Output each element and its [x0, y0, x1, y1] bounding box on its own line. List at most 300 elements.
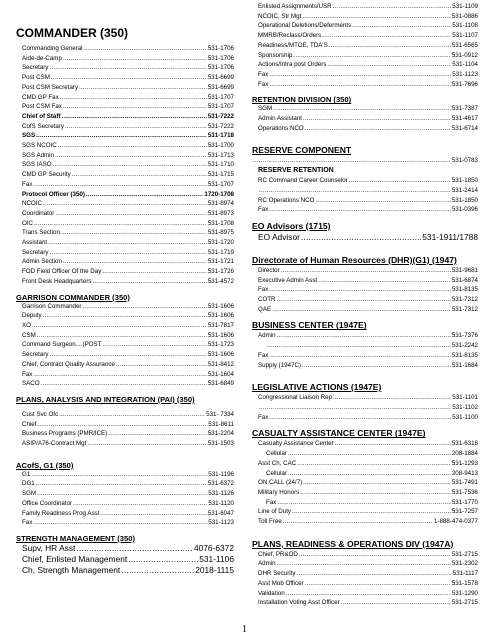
entry-label: XO — [22, 321, 31, 329]
dot-leader — [269, 80, 451, 90]
directory-entry — [16, 479, 234, 489]
entry-label: SGM — [258, 105, 273, 113]
entry-phone: 531-1706 — [207, 54, 234, 62]
dot-leader — [41, 379, 207, 389]
entry-phone: 531-1109 — [452, 3, 478, 10]
dot-leader — [36, 479, 207, 489]
dot-leader — [49, 63, 206, 73]
entry-phone: 531-1196 — [208, 470, 234, 478]
entry-label: CMD GP Fax — [22, 93, 59, 101]
dot-leader — [333, 2, 452, 12]
entry-label: Assistant — [22, 239, 48, 247]
directory-entry — [252, 295, 478, 305]
dot-leader — [102, 267, 207, 277]
dot-leader — [281, 266, 451, 276]
directory-entry — [252, 104, 478, 114]
dot-leader — [51, 73, 207, 83]
dot-leader — [76, 543, 193, 554]
entry-phone: 531-1723 — [207, 341, 234, 349]
entry-label: Secretary — [22, 248, 49, 256]
directory-entry — [16, 170, 234, 180]
dot-leader — [55, 151, 207, 161]
entry-label: Post CSM Secretary — [22, 83, 79, 91]
directory-entry — [252, 589, 478, 599]
directory-entry — [252, 2, 478, 12]
entry-label: SGM — [22, 490, 37, 498]
entry-label: DHR Security — [258, 570, 296, 578]
dot-leader — [60, 93, 207, 103]
entry-phone: 531-1606 — [207, 331, 234, 339]
dot-leader — [31, 470, 207, 480]
entry-label: ON CALL (24/7) — [258, 479, 303, 487]
entry-phone: 531-0396 — [451, 206, 478, 214]
entry-label: Commanding General — [22, 45, 83, 52]
entry-phone: 531-1100 — [452, 413, 478, 421]
entry-label: Ch, Strength Management — [22, 564, 121, 575]
spacer — [252, 133, 478, 139]
entry-phone: 531-8135 — [451, 286, 478, 294]
entry-label: Chief — [22, 420, 37, 428]
entry-phone: 531-2715 — [451, 550, 478, 558]
directory-entry — [16, 63, 234, 73]
dot-leader — [33, 370, 207, 380]
entry-phone: 531-2414 — [451, 186, 478, 194]
entry-label: Installation Voting Asst Officer — [258, 599, 340, 607]
dot-leader — [83, 302, 207, 312]
dot-leader — [102, 340, 206, 350]
dot-leader — [292, 507, 451, 517]
entry-label: Executive Admin Asst — [258, 276, 318, 284]
entry-phone: 531-1850 — [451, 177, 478, 185]
entry-phone: 531-1106 — [199, 553, 234, 564]
entry-phone: 531-7376 — [451, 332, 478, 340]
spacer — [16, 449, 234, 455]
section-heading: LEGISLATIVE ACTIONS (1947E) — [252, 382, 382, 393]
entry-label: Operational Deletions/Deferments — [258, 22, 352, 30]
directory-entry — [16, 321, 234, 331]
section-heading: STRENGTH MANAGEMENT (350) — [16, 533, 135, 543]
entry-label: Cellular — [266, 469, 287, 477]
entry-phone: 4076-6372 — [193, 542, 234, 553]
dot-leader — [121, 565, 194, 576]
entry-label: Toll Free — [258, 518, 282, 526]
directory-entry — [16, 543, 234, 554]
entry-phone: 531-1713 — [207, 151, 234, 159]
dot-leader — [43, 199, 207, 209]
entry-phone: 531-1850 — [451, 196, 478, 204]
entry-phone: 531-7312 — [451, 296, 478, 304]
entry-label: DG1 — [22, 480, 35, 488]
entry-phone: 531-1578 — [451, 579, 478, 587]
entry-label: Enlisted Assignments/USR — [258, 3, 332, 10]
directory-entry — [16, 112, 234, 122]
entry-phone: 531-1715 — [207, 171, 234, 179]
dot-leader — [36, 131, 207, 141]
section-heading: GARRISON COMMANDER (350) — [16, 292, 130, 302]
dot-leader — [79, 83, 207, 93]
directory-entry — [16, 238, 234, 248]
dot-leader — [116, 360, 207, 370]
entry-label: Readiness/MTOE, TDA'S — [258, 41, 328, 49]
entry-phone: 531-8412 — [207, 360, 234, 368]
dot-leader — [283, 517, 433, 527]
entry-label: Casualty Assistance Center — [258, 440, 334, 448]
entry-label: SGS Admin — [22, 151, 54, 159]
entry-label: Business Programs (PMR/ICE) — [22, 430, 108, 438]
entry-phone: 531-1604 — [207, 370, 234, 378]
entry-phone: 531-0912 — [451, 51, 478, 59]
directory-entry — [252, 285, 478, 295]
directory-entry — [252, 559, 478, 569]
dot-leader — [73, 499, 207, 509]
section-heading: Directorate of Human Resources (DHR)(G1) (1947) — [252, 254, 457, 265]
dot-leader — [48, 238, 207, 248]
entry-label: RC Operations NCO — [258, 196, 315, 204]
entry-label: SACO — [22, 380, 40, 388]
directory-entry — [16, 277, 234, 287]
directory-entry — [252, 41, 478, 51]
dot-leader — [305, 124, 451, 134]
directory-entry — [16, 331, 234, 341]
dot-leader — [49, 350, 206, 360]
entry-label: RC Command Career Counselor — [258, 177, 348, 185]
directory-entry — [16, 199, 234, 209]
directory-entry — [252, 60, 478, 70]
dot-leader — [37, 331, 207, 341]
directory-entry — [252, 232, 478, 243]
entry-label: Chief, Contract Quality Assurance — [22, 360, 115, 368]
entry-phone: 531-1290 — [451, 589, 478, 597]
dot-leader — [269, 205, 451, 215]
entry-label: Coordinator — [22, 209, 55, 217]
dot-leader — [55, 209, 207, 219]
entry-phone: 531-1117 — [452, 570, 478, 578]
entry-phone: 531-1700 — [207, 142, 234, 150]
spacer — [252, 527, 478, 533]
entry-phone: 531-7257 — [451, 508, 478, 516]
entry-label: Secretary — [22, 351, 49, 359]
dot-leader — [303, 478, 451, 488]
spacer — [252, 370, 478, 376]
directory-entry — [16, 93, 234, 103]
directory-entry — [252, 176, 478, 186]
entry-phone: 531-8974 — [207, 200, 234, 208]
entry-label: Fax — [258, 80, 269, 88]
entry-phone: 2018-1115 — [195, 564, 234, 575]
directory-entry — [252, 550, 478, 560]
entry-label: QAE — [258, 305, 272, 313]
entry-label: OIC — [22, 219, 34, 227]
entry-phone: 531-1708 — [207, 219, 234, 227]
directory-entry — [252, 439, 478, 449]
entry-phone: 531-2204 — [207, 430, 234, 438]
directory-entry — [16, 160, 234, 170]
directory-entry — [252, 196, 478, 206]
directory-entry — [16, 439, 234, 449]
entry-phone: 531-1720 — [207, 239, 234, 247]
dot-leader — [59, 410, 205, 420]
dot-leader — [302, 12, 451, 22]
entry-phone: 208-9413 — [451, 469, 478, 477]
entry-phone: 531-1503 — [207, 440, 234, 448]
entry-phone: 531-1721 — [207, 258, 234, 266]
entry-label: Chief of Staff — [22, 112, 61, 120]
directory-entry — [16, 489, 234, 499]
directory-entry — [16, 370, 234, 380]
directory-entry — [252, 31, 478, 41]
right-column — [252, 2, 478, 608]
entry-phone: 531-8611 — [208, 420, 234, 428]
dot-leader — [253, 156, 451, 166]
sub-heading: RESERVE RETENTION — [258, 167, 334, 175]
entry-phone: 531-1126 — [208, 490, 234, 498]
directory-entry — [16, 102, 234, 112]
entry-phone: 531-8975 — [207, 229, 234, 237]
dot-leader — [58, 141, 207, 151]
directory-entry — [252, 80, 478, 90]
entry-label: NCOIC — [22, 200, 42, 208]
dot-leader — [300, 488, 451, 498]
dot-leader — [329, 41, 451, 51]
directory-entry — [16, 248, 234, 258]
entry-phone: 531-7387 — [451, 105, 478, 113]
directory-entry — [16, 73, 234, 83]
dot-leader — [303, 114, 451, 124]
dot-leader — [322, 31, 451, 41]
dot-leader — [269, 285, 451, 295]
entry-phone: 531-6699 — [207, 83, 234, 91]
entry-phone: 531-7491 — [451, 479, 478, 487]
entry-label: Admin Section — [22, 258, 62, 266]
entry-phone: 531-8135 — [451, 351, 478, 359]
entry-phone: 531-6372 — [207, 480, 234, 488]
entry-phone: 531-4572 — [207, 277, 234, 285]
directory-entry — [252, 124, 478, 134]
directory-entry — [16, 122, 234, 132]
entry-phone: 531-1123 — [208, 519, 234, 527]
entry-label: CSM — [22, 331, 36, 339]
entry-label: ASIP/A76-Contract Mgt — [22, 440, 87, 448]
directory-entry — [16, 429, 234, 439]
entry-label: NCOIC, Str Mgt — [258, 12, 302, 20]
directory-entry — [16, 54, 234, 64]
entry-phone: 531-1706 — [207, 45, 234, 52]
section-heading: ACofS, G1 (350) — [16, 460, 74, 470]
dot-leader — [269, 351, 451, 361]
directory-entry — [252, 517, 478, 527]
entry-phone: 531-1710 — [207, 161, 234, 169]
directory-entry — [16, 499, 234, 509]
dot-leader — [32, 321, 207, 331]
directory-entry — [16, 209, 234, 219]
entry-label: Military Honors — [258, 488, 300, 496]
directory-entry — [252, 598, 478, 608]
directory-entry — [252, 413, 478, 423]
dot-leader — [297, 459, 451, 469]
entry-phone: 531-1911/1788 — [422, 231, 478, 242]
entry-label: Post CSM — [22, 74, 50, 82]
entry-phone: 531-1726 — [207, 268, 234, 276]
directory-entry — [16, 257, 234, 267]
directory-entry — [252, 21, 478, 31]
entry-phone: 531-1707 — [207, 103, 234, 111]
dot-leader — [62, 112, 207, 122]
entry-phone: 531-6849 — [207, 380, 234, 388]
section-heading: EO Advisors (1715) — [252, 220, 331, 231]
entry-phone: 531-1108 — [452, 22, 478, 30]
dot-leader — [315, 196, 450, 206]
entry-phone: 531-7222 — [207, 122, 234, 130]
entry-phone: 531-1101 — [452, 394, 478, 402]
entry-phone: 531-1123 — [452, 70, 478, 78]
directory-entry — [16, 311, 234, 321]
entry-label: Fax — [22, 180, 33, 188]
entry-label: Actions/Intra post Orders — [258, 61, 327, 69]
entry-label: Director — [258, 266, 280, 274]
directory-entry — [16, 565, 234, 576]
directory-entry — [16, 410, 234, 420]
dot-leader — [341, 598, 451, 608]
entry-label: Asst Mob Officer — [258, 579, 304, 587]
dot-leader — [100, 509, 206, 519]
dot-leader — [301, 232, 421, 243]
dot-leader — [277, 498, 451, 508]
dot-leader — [267, 341, 451, 351]
page-number: 1 — [242, 624, 247, 635]
entry-phone: 531-1120 — [208, 499, 234, 507]
entry-label: Cust Svc Ofc — [22, 410, 59, 418]
dot-leader — [49, 248, 206, 258]
directory-entry — [16, 379, 234, 389]
directory-entry — [16, 190, 234, 200]
entry-label: Operations NCO — [258, 124, 304, 132]
entry-phone: 531-1606 — [207, 312, 234, 320]
entry-label: MMRB/Reclass/Orders — [258, 32, 322, 40]
directory-entry — [252, 403, 478, 413]
entry-phone: 208-1884 — [451, 450, 478, 458]
entry-label: Fax — [266, 498, 277, 506]
section-heading: PLANS, READINESS & OPERATIONS DIV (1947A) — [252, 538, 454, 549]
directory-entry — [252, 351, 478, 361]
entry-label: Chief, PR&OD — [258, 550, 298, 558]
entry-phone: 1-888-474-0377 — [433, 518, 478, 526]
entry-label: Sponsorship — [258, 51, 293, 59]
directory-entry — [252, 361, 478, 371]
directory-entry — [252, 579, 478, 589]
directory-entry — [252, 70, 478, 80]
entry-phone: 531-1102 — [452, 403, 478, 411]
entry-label: Fax — [258, 206, 269, 214]
dot-leader — [61, 228, 207, 238]
entry-label: Family Readiness Prog Asst — [22, 509, 100, 517]
dot-leader — [305, 579, 451, 589]
dot-leader — [43, 311, 207, 321]
directory-entry — [16, 470, 234, 480]
entry-phone: 531-6316 — [451, 440, 478, 448]
dot-leader — [349, 176, 451, 186]
entry-phone: 531-1293 — [451, 459, 478, 467]
entry-label: Fax — [258, 70, 269, 78]
dot-leader — [33, 518, 207, 528]
dot-leader — [288, 469, 451, 479]
dot-leader — [277, 559, 451, 569]
entry-phone: 531-6714 — [451, 124, 478, 132]
directory-entry — [252, 449, 478, 459]
directory-entry — [16, 219, 234, 229]
dot-leader — [273, 104, 451, 114]
entry-phone: 531-8973 — [207, 209, 234, 217]
dot-leader — [53, 160, 207, 170]
entry-label: Validation — [258, 589, 285, 597]
directory-entry — [252, 205, 478, 215]
entry-label: Admin Assistant — [258, 115, 303, 123]
entry-phone: 531-1707 — [207, 93, 234, 101]
directory-entry — [252, 51, 478, 61]
entry-label: Supv, HR Asst — [22, 542, 76, 553]
entry-phone: 531-1606 — [207, 351, 234, 359]
directory-entry — [252, 266, 478, 276]
dot-leader — [277, 331, 451, 341]
entry-label: Line of Duty — [258, 508, 292, 516]
dot-leader — [259, 186, 451, 196]
dot-leader — [33, 180, 207, 190]
section-heading: RESERVE COMPONENT — [252, 145, 352, 156]
directory-entry — [252, 276, 478, 286]
dot-leader — [65, 122, 207, 132]
dot-leader — [302, 361, 451, 371]
directory-entry — [252, 498, 478, 508]
entry-phone: 531-7222 — [207, 112, 234, 120]
directory-entry — [16, 180, 234, 190]
entry-label: Protocol Officer (350) — [22, 190, 85, 198]
dot-leader — [272, 305, 451, 315]
entry-phone: 531-4617 — [451, 115, 478, 123]
entry-label: Aide-de-Camp — [22, 54, 62, 62]
entry-phone: 531-6565 — [451, 41, 478, 49]
entry-label: Fax — [258, 286, 269, 294]
entry-phone: 531-1707 — [207, 180, 234, 188]
entry-label: EO Advisor — [258, 231, 300, 242]
directory-entry — [252, 12, 478, 22]
dot-leader — [259, 403, 451, 413]
entry-phone: 531-6047 — [207, 509, 234, 517]
entry-phone: 531-7817 — [207, 321, 234, 329]
section-heading: CASUALTY ASSISTANCE CENTER (1947E) — [252, 428, 426, 439]
entry-label: Chief, Enlisted Management — [22, 553, 128, 564]
directory-entry — [252, 186, 478, 196]
entry-label: Fax — [22, 370, 33, 378]
entry-label: Office Coordinator — [22, 499, 73, 507]
directory-entry — [16, 302, 234, 312]
entry-label: Congressional Liaison Rep — [258, 394, 332, 402]
directory-entry — [252, 305, 478, 315]
entry-label: FOD Field Officer Of the Day — [22, 268, 102, 276]
directory-entry — [16, 151, 234, 161]
directory-entry — [16, 267, 234, 277]
dot-leader — [92, 277, 206, 287]
dot-leader — [288, 449, 451, 459]
entry-phone: 1720-1708 — [204, 190, 234, 198]
directory-entry — [16, 83, 234, 93]
entry-phone: 531-7312 — [451, 305, 478, 313]
entry-label: CofS Secretary — [22, 122, 64, 130]
dot-leader — [277, 295, 451, 305]
entry-label: SGS IASO — [22, 161, 52, 169]
dot-leader — [108, 429, 207, 439]
entry-phone: 531-6874 — [451, 276, 478, 284]
entry-label: COTR — [258, 296, 276, 304]
directory-entry — [252, 507, 478, 517]
